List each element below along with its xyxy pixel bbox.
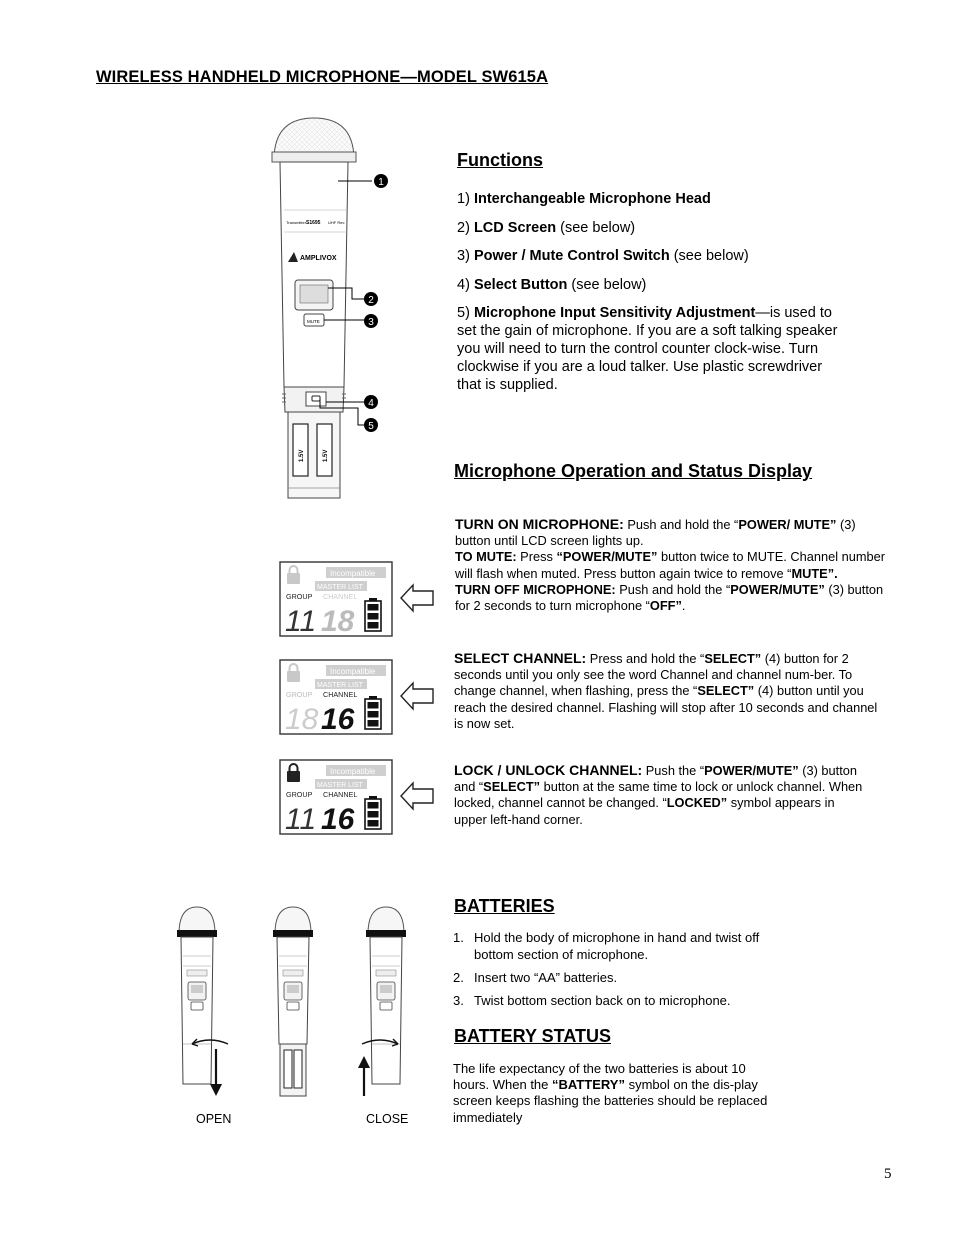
batteries-heading: BATTERIES [454, 896, 555, 916]
functions-list [457, 190, 857, 405]
mic-model-label: S1695 [306, 220, 321, 226]
mute-button-label: MUTE [307, 319, 320, 324]
channel-label: CHANNEL [323, 690, 358, 699]
function-item: 2) LCD Screen (see below) [457, 219, 636, 236]
arrow-left-icon [401, 683, 433, 709]
lock-channel-text: LOCK / UNLOCK CHANNEL: Push the “POWER/MUTE” (3) button and “SELECT” button at the same time to lock or unlock channel. When locked, channel cannot be changed. “LOCKED” symbol appears in upper left-hand corner. [454, 762, 863, 827]
mic-label-left: Transmitter [286, 220, 307, 225]
channel-number: 16 [321, 703, 355, 736]
lcd-screen [279, 759, 439, 837]
incompatible-label: Incompatible [330, 569, 376, 578]
battery-icon [365, 796, 381, 829]
callout-2-icon [364, 292, 378, 306]
channel-label: CHANNEL [323, 592, 358, 601]
callout-1-icon [374, 174, 388, 188]
master-list-label: MASTER LIST [317, 782, 363, 789]
function-item: 3) Power / Mute Control Switch (see below) [457, 248, 749, 264]
arrow-left-icon [401, 783, 433, 809]
battery-2-label: 1.5V [323, 449, 329, 462]
mic-label-right: UHF Rec [328, 220, 345, 225]
channel-number: 18 [321, 605, 355, 638]
function-item: 4) Select Button (see below) [457, 276, 647, 293]
page-number: 5 [884, 1166, 892, 1182]
callout-3-icon [364, 314, 378, 328]
callout-4-icon [364, 395, 378, 409]
list-item: 3. Twist bottom section back on to microphone. [453, 992, 731, 1008]
operation-heading: Microphone Operation and Status Display [454, 461, 813, 481]
group-number: 11 [285, 803, 317, 836]
group-label: GROUP [286, 790, 313, 799]
svg-text:1: 1 [378, 177, 384, 188]
master-list-label: MASTER LIST [317, 682, 363, 689]
open-label: OPEN [196, 1112, 232, 1126]
lcd-screen [279, 561, 439, 639]
battery-icon [365, 598, 381, 631]
group-label: GROUP [286, 592, 313, 601]
battery-replacement-diagram [170, 904, 430, 1124]
incompatible-label: Incompatible [330, 667, 376, 676]
battery-status-heading: BATTERY STATUS [454, 1026, 611, 1046]
lcd-screen [279, 659, 439, 737]
battery-status-text: The life expectancy of the two batteries is about 10 hours. When the “BATTERY” symbol on the dis-play screen keeps flashing the batteries should be replaced immediately [453, 1061, 768, 1125]
callout-5-icon [364, 418, 378, 432]
close-label: CLOSE [366, 1112, 409, 1126]
select-channel-text: SELECT CHANNEL: Press and hold the “SELECT” (4) button for 2 seconds until you only see the word Channel and channel num-ber. To change channel, when flashing, press the “SELECT” (4) button until you reach the desired channel. Flashing will stop after 10 seconds and channel is now set. [454, 650, 878, 731]
channel-number: 16 [321, 803, 355, 836]
svg-text:2: 2 [368, 295, 374, 306]
turn-on-text: TURN ON MICROPHONE: Push and hold the “POWER/ MUTE” (3) button until LCD screen lights up. TO MUTE: Press “POWER/MUTE” button twice to MUTE. Channel number will flash when muted. Press button again twice to remove “MUTE”. TURN OFF MICROPHONE: Push and hold the “POWER/MUTE” (3) button for 2 seconds to turn microphone “OFF”. [455, 516, 886, 614]
battery-icon [365, 696, 381, 729]
incompatible-label: Incompatible [330, 767, 376, 776]
functions-heading: Functions [457, 150, 543, 170]
svg-text:5: 5 [368, 421, 374, 432]
brand-name: AMPLIVOX [300, 255, 337, 262]
function-item: 1) Interchangeable Microphone Head [457, 191, 711, 207]
list-item: 1. Hold the body of microphone in hand and twist off bottom section of microphone. [453, 930, 760, 962]
svg-text:4: 4 [368, 398, 374, 409]
battery-1-label: 1.5V [299, 449, 305, 462]
function-item: 5) Microphone Input Sensitivity Adjustment—is used to set the gain of microphone. If you are a soft talking speaker you will need to turn the control counter clock-wise. Turn clockwise if you are a loud talker. Use plastic screwdriver that is supplied. [457, 305, 838, 393]
batteries-list [453, 930, 783, 1016]
group-number: 18 [285, 703, 319, 736]
group-number: 11 [285, 605, 317, 638]
svg-text:3: 3 [368, 317, 374, 328]
master-list-label: MASTER LIST [317, 584, 363, 591]
microphone-diagram [262, 112, 392, 512]
list-item: 2. Insert two “AA” batteries. [453, 969, 618, 985]
page-title: WIRELESS HANDHELD MICROPHONE—MODEL SW615A [96, 68, 549, 86]
arrow-up-icon [358, 1056, 370, 1096]
channel-label: CHANNEL [323, 790, 358, 799]
group-label: GROUP [286, 690, 313, 699]
arrow-left-icon [401, 585, 433, 611]
